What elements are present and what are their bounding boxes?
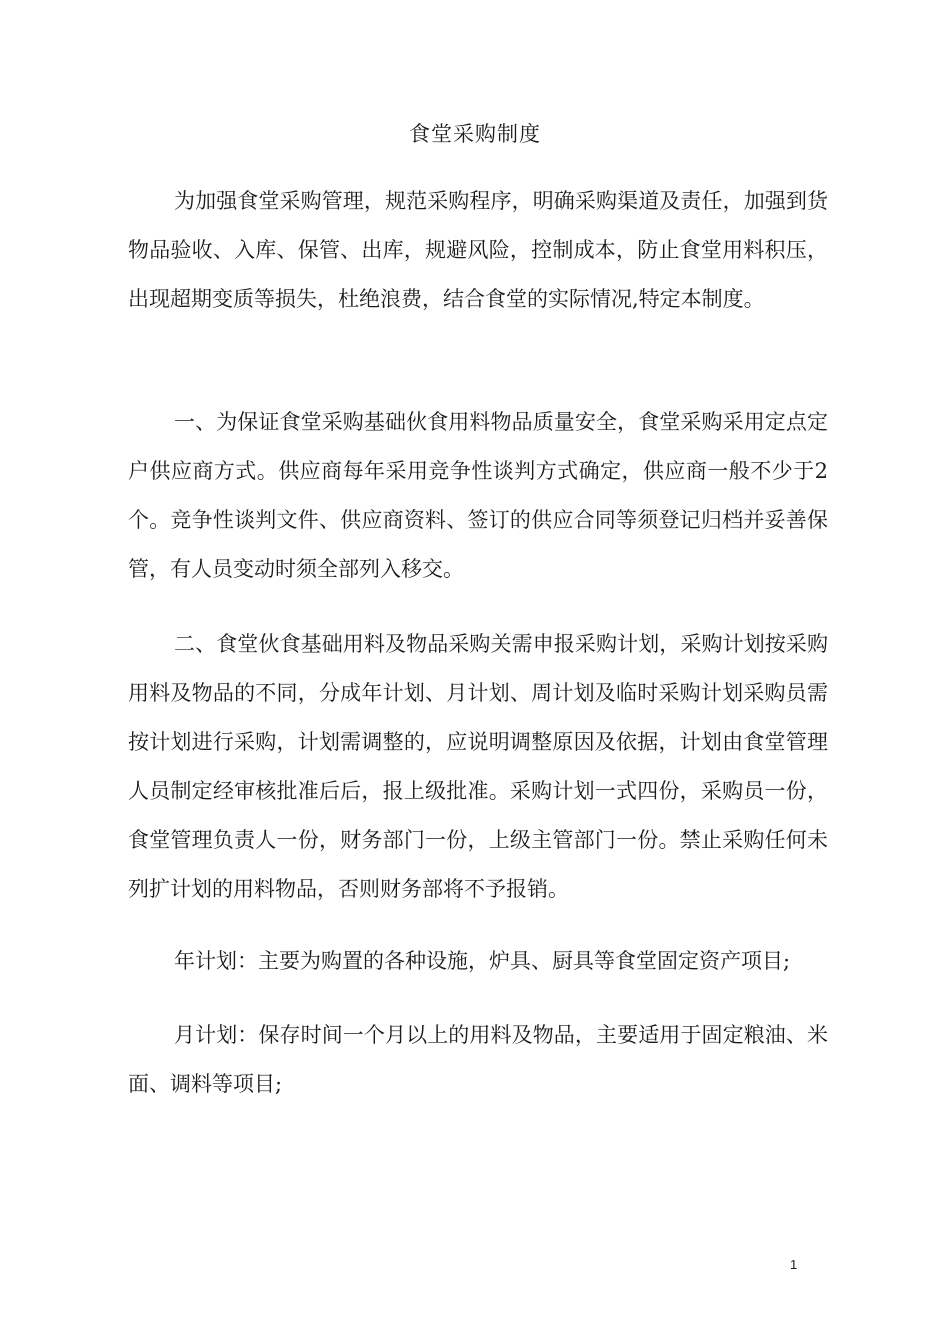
paragraph-text: 二、食堂伙食基础用料及物品采购关需申报采购计划，采购计划按采购用料及物品的不同，分成年计划、月计划、周计划及临时采购计划采购员需按计划进行采购，计划需调整的，应说明调整原因及依据，计划由食堂管理人员制定经审核批准后后，报上级批准。采购计划一式四份，采购员一份，食堂管理负责人一份，财务部门一份，上级主管部门一份。禁止采购任何未列扩计划的用料物品，否则财务部将不予报销。 xyxy=(128,632,828,901)
paragraph-annual-plan xyxy=(128,937,828,986)
paragraph-monthly-plan xyxy=(128,1011,828,1109)
document-title: 食堂采购制度 xyxy=(409,122,541,146)
paragraph-text: 年计划：主要为购置的各种设施，炉具、厨具等食堂固定资产项目; xyxy=(174,949,791,973)
page-number: 1 xyxy=(790,1257,798,1272)
paragraph-text: 为加强食堂采购管理，规范采购程序，明确采购渠道及责任，加强到货物品验收、入库、保管、出库，规避风险，控制成本，防止食堂用料积压，出现超期变质等损失，杜绝浪费，结合食堂的实际情况,特定本制度。 xyxy=(128,189,828,311)
paragraph-intro xyxy=(128,177,828,324)
paragraph-text: 一、为保证食堂采购基础伙食用料物品质量安全，食堂采购采用定点定户供应商方式。供应商每年采用竞争性谈判方式确定，供应商一般不少于2个。竞争性谈判文件、供应商资料、签订的供应合同等须登记归档并妥善保管，有人员变动时须全部列入移交。 xyxy=(128,410,828,581)
paragraph-section-two xyxy=(128,620,828,914)
paragraph-text: 月计划：保存时间一个月以上的用料及物品，主要适用于固定粮油、米面、调料等项目; xyxy=(128,1023,828,1096)
paragraph-section-one xyxy=(128,398,828,594)
